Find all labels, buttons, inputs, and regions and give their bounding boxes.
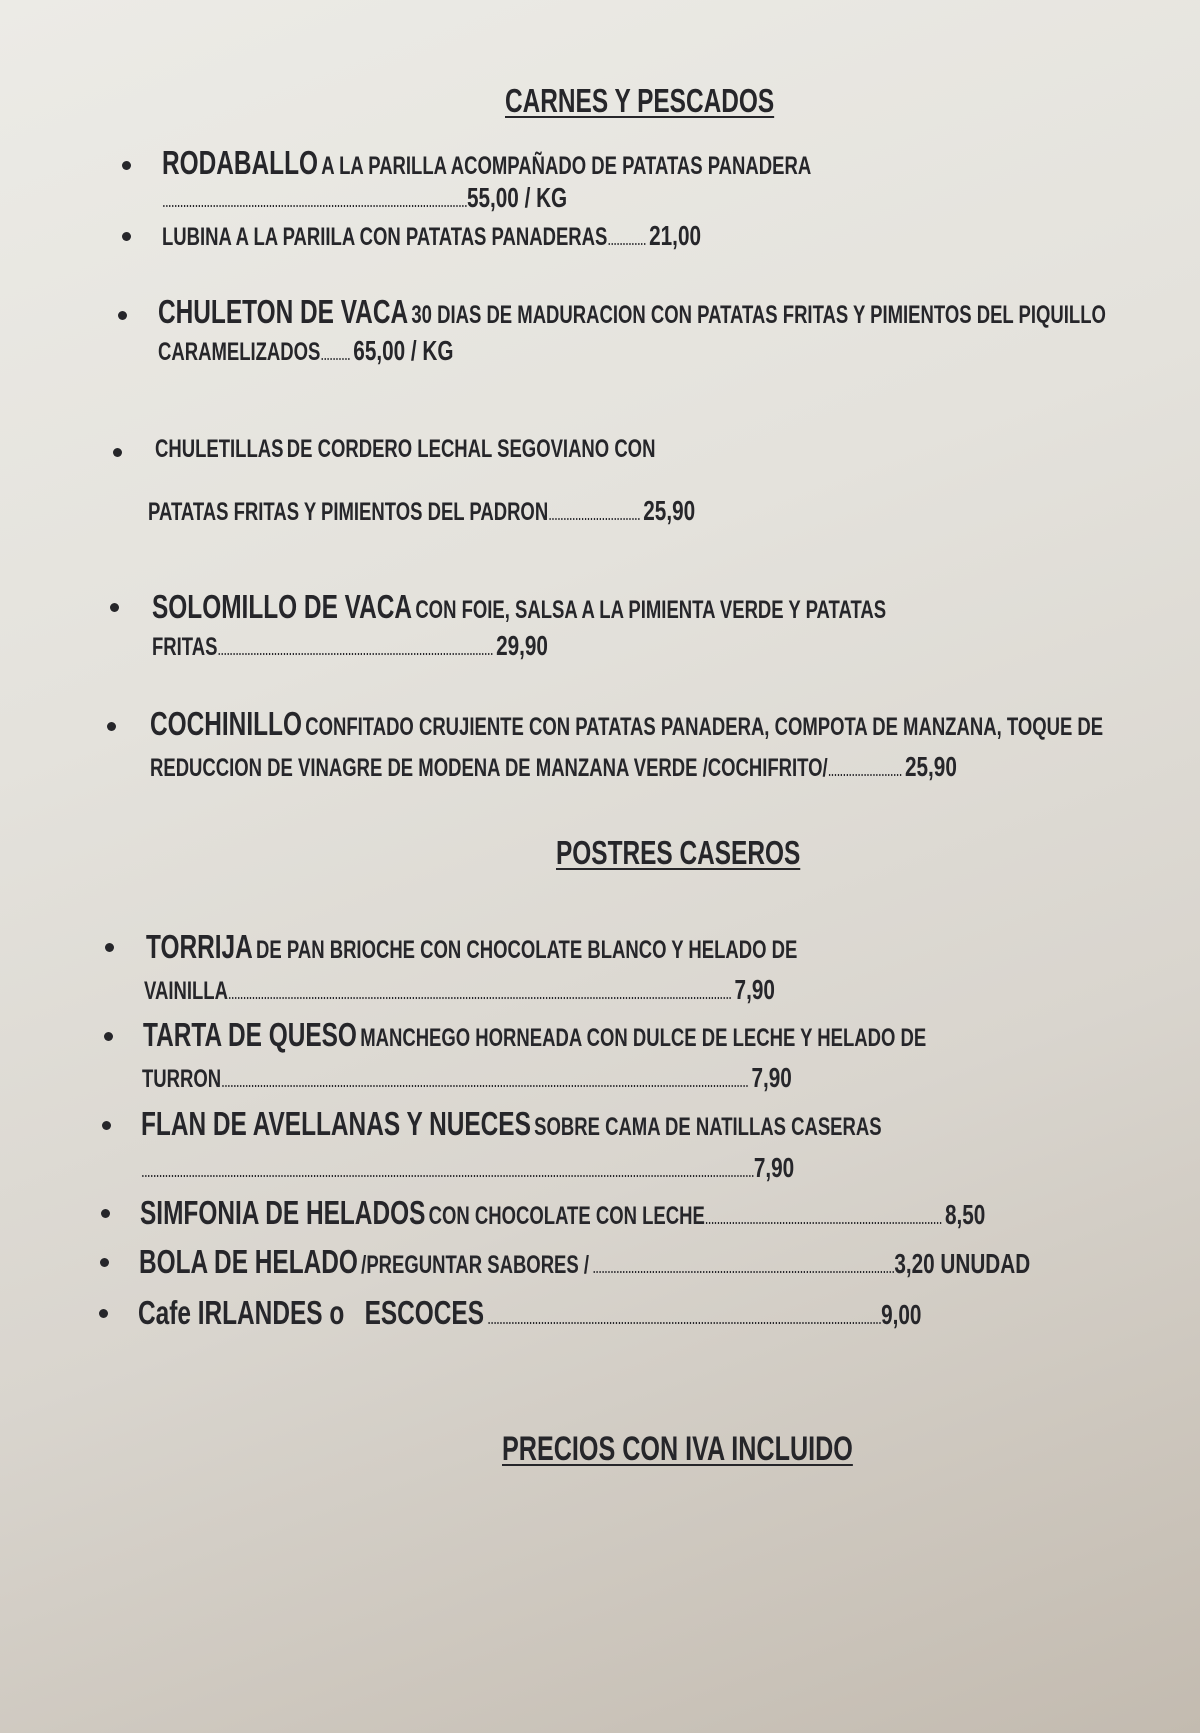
item-description-cont: REDUCCION DE VINAGRE DE MODENA DE MANZANA VERDE /COCHIFRITO/ [150,754,828,782]
item-name: FLAN DE AVELLANAS Y NUECES [141,1105,531,1142]
item-price: 7,90 [751,1062,792,1093]
item-description: MANCHEGO HORNEADA CON DULCE DE LECHE Y HELADO DE [360,1024,927,1052]
footer-note: PRECIOS CON IVA INCLUIDO [502,1430,853,1468]
item-description-cont: FRITAS [152,633,218,661]
menu-item-rodaballo [162,146,811,179]
item-price: 25,90 [905,751,957,782]
item-description: 30 DIAS DE MADURACION CON PATATAS FRITAS Y PIMIENTOS DEL PIQUILLO [411,301,1106,329]
item-description: CONFITADO CRUJIENTE CON PATATAS PANADERA, COMPOTA DE MANZANA, TOQUE DE [305,713,1104,741]
menu-item-chuletillas [155,437,655,462]
dot-leader: ..................................................................................................................................... [487,1308,882,1328]
item-price: 7,90 [734,974,775,1005]
item-name: TARTA DE QUESO [143,1016,357,1053]
dot-leader: .......... [320,344,350,364]
bullet [104,1032,113,1041]
item-price: 55,00 / KG [466,182,568,213]
item-description: SOBRE CAMA DE NATILLAS CASERAS [534,1113,882,1141]
menu-item-tarta-price-line [142,1064,792,1092]
bullet [113,448,122,457]
dot-leader: ............. [607,229,646,249]
item-description-cont: CARAMELIZADOS [158,338,321,366]
item-price: 8,50 [944,1199,986,1230]
dot-leader: ....................................................................................................... [162,191,467,211]
item-price: 25,90 [643,495,696,526]
bullet [105,943,114,952]
item-description: CON CHOCOLATE CON LECHE [428,1202,705,1230]
dot-leader: .......................................................................................................................................................................... [227,983,732,1003]
dot-leader: ............................................................................................. [217,639,493,659]
item-description-cont: VAINILLA [144,977,228,1005]
item-description: DE CORDERO LECHAL SEGOVIANO CON [286,435,656,463]
item-price: 7,90 [753,1152,795,1183]
menu-item-chuleton-price-line [158,337,453,365]
menu-item-bola [139,1245,1030,1278]
item-description: /PREGUNTAR SABORES / [361,1251,590,1279]
item-name: SIMFONIA DE HELADOS [140,1194,426,1231]
menu-item-flan [141,1107,882,1140]
menu-item-tarta [143,1018,926,1051]
dot-leader: ...................................................................................................... [592,1257,895,1277]
section-title-postres: POSTRES CASEROS [556,834,801,871]
item-description: A LA PARILLA ACOMPAÑADO DE PATATAS PANADERA [321,152,812,180]
bullet [110,603,119,612]
item-name: SOLOMILLO DE VACA [152,588,413,625]
section-title-carnes: CARNES Y PESCADOS [505,82,775,119]
bullet [118,311,127,320]
bullet [100,1258,109,1267]
item-description: DE PAN BRIOCHE CON CHOCOLATE BLANCO Y HELADO DE [256,936,798,964]
menu-item-cochinillo [150,707,1103,740]
item-description-cont: PATATAS FRITAS Y PIMIENTOS DEL PADRON [148,498,549,526]
bullet [122,232,131,241]
item-description: CON FOIE, SALSA A LA PIMIENTA VERDE Y PATATAS [415,596,887,624]
menu-item-chuleton [158,295,1106,328]
menu-item-solomillo-price-line [152,632,548,660]
item-name: BOLA DE HELADO [139,1243,358,1280]
dot-leader: ............................................................................................................................................................................................................... [141,1161,754,1181]
item-name: CHULETON DE VACA [158,293,409,330]
dot-leader: ......................... [827,760,902,780]
menu-item-solomillo [152,590,886,623]
menu-item-torrija [146,930,797,963]
menu-item-rodaballo-price-line [162,184,567,212]
dot-leader: ............................... [548,504,640,524]
menu-item-lubina [162,222,701,250]
item-name: Cafe IRLANDES o ESCOCES [138,1294,485,1331]
item-price: 3,20 UNUDAD [894,1248,1031,1279]
bullet [101,1209,110,1218]
bullet [122,161,131,170]
menu-item-torrija-price-line [144,976,775,1004]
item-name: CHULETILLAS [155,435,284,463]
item-description-cont: TURRON [142,1065,222,1093]
bullet [102,1121,111,1130]
menu-item-cochinillo-price-line [150,753,957,781]
item-name: RODABALLO [162,144,319,181]
bullet [99,1309,108,1318]
menu-item-cafe [138,1296,921,1329]
item-name: COCHINILLO [150,705,302,742]
bullet [107,722,116,731]
item-description: LUBINA A LA PARIILA CON PATATAS PANADERAS [162,223,608,251]
menu-item-flan-price-line [141,1154,794,1182]
item-price: 21,00 [649,220,701,251]
dot-leader: .................................................................................................................................................................................. [221,1071,749,1091]
menu-item-chuletillas-price-line [148,497,695,525]
item-name: TORRIJA [146,928,253,965]
item-price: 29,90 [496,630,548,661]
dot-leader: ................................................................................ [704,1208,942,1228]
menu-item-simfonia [140,1196,985,1229]
item-price: 9,00 [881,1299,922,1330]
item-price: 65,00 / KG [353,335,454,366]
